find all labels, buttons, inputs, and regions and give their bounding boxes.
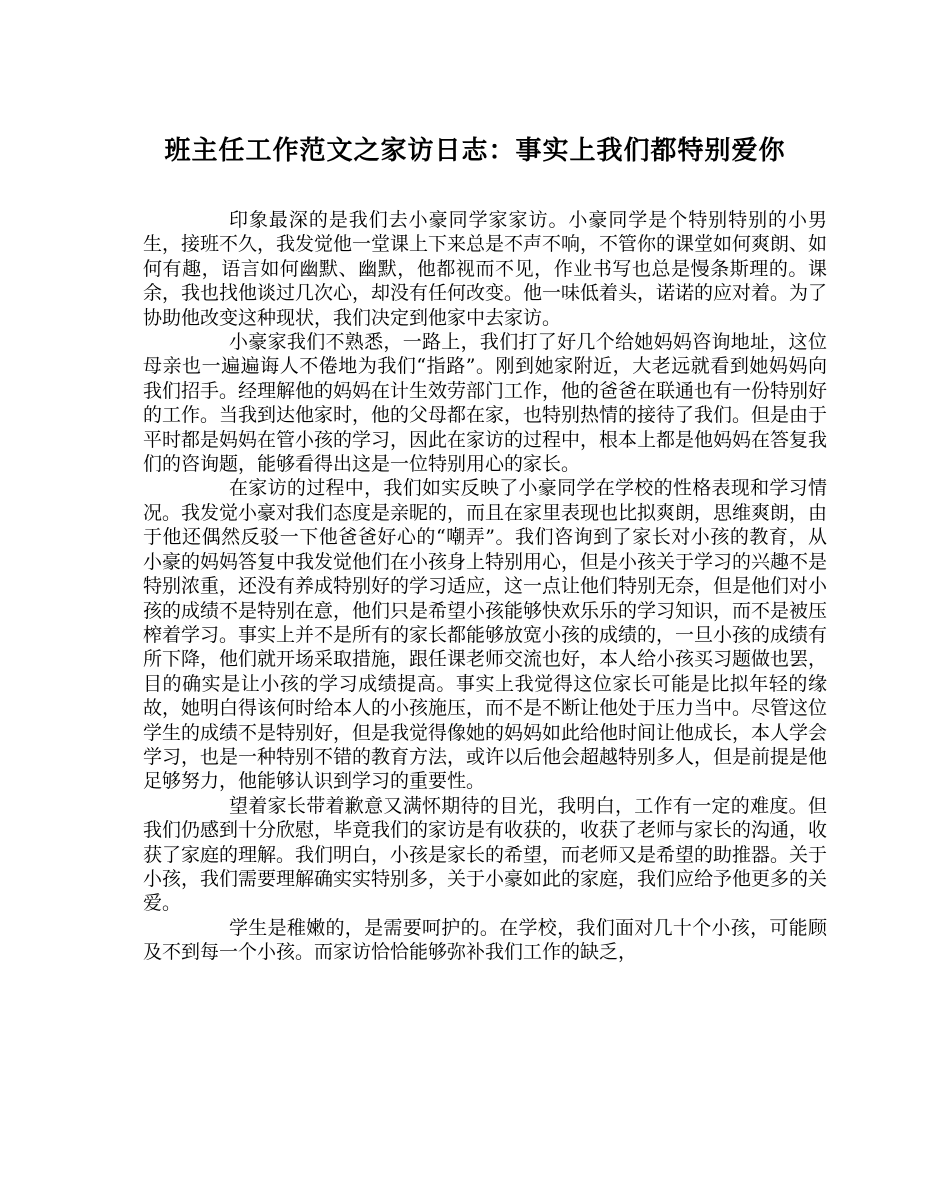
paragraph: 小豪家我们不熟悉，一路上，我们打了好几个给她妈妈咨询地址，这位母亲也一遍遍诲人不倦地为我们“指路”。刚到她家附近，大老远就看到她妈妈向我们招手。经理解他的妈妈在计生效劳部门工作，他的爸爸在联通也有一份特别好的工作。当我到达他家时，他的父母都在家，也特别热情的接待了我们。但是由于平时都是妈妈在管小孩的学习，因此在家访的过程中，根本上都是他妈妈在答复我们的咨询题，能够看得出这是一位特别用心的家长。 [143,331,828,476]
paragraph: 望着家长带着歉意又满怀期待的目光，我明白，工作有一定的难度。但我们仍感到十分欣慰，毕竟我们的家访是有收获的，收获了老师与家长的沟通，收获了家庭的理解。我们明白，小孩是家长的希望，而老师又是希望的助推器。关于小孩，我们需要理解确实实特别多，关于小豪如此的家庭，我们应给予他更多的关爱。 [143,794,828,915]
document-body [143,208,827,965]
document-title: 班主任工作范文之家访日志：事实上我们都特别爱你 [164,136,786,166]
paragraph: 在家访的过程中，我们如实反映了小豪同学在学校的性格表现和学习情况。我发觉小豪对我们态度是亲昵的，而且在家里表现也比拟爽朗，思维爽朗，由于他还偶然反驳一下他爸爸好心的“嘲弄”。我们咨询到了家长对小孩的教育，从小豪的妈妈答复中我发觉他们在小孩身上特别用心，但是小孩关于学习的兴趣不是特别浓重，还没有养成特别好的学习适应，这一点让他们特别无奈，但是他们对小孩的成绩不是特别在意，他们只是希望小孩能够快欢乐乐的学习知识，而不是被压榨着学习。事实上并不是所有的家长都能够放宽小孩的成绩的，一旦小孩的成绩有所下降，他们就开场采取措施，跟任课老师交流也好，本人给小孩买习题做也罢，目的确实是让小孩的学习成绩提高。事实上我觉得这位家长可能是比拟年轻的缘故，她明白得该何时给本人的小孩施压，而不是不断让他处于压力当中。尽管这位学生的成绩不是特别好，但是我觉得像她的妈妈如此给他时间让他成长，本人学会学习，也是一种特别不错的教育方法，或许以后他会超越特别多人，但是前提是他足够努力，他能够认识到学习的重要性。 [143,477,828,793]
paragraph: 印象最深的是我们去小豪同学家家访。小豪同学是个特别特别的小男生，接班不久，我发觉他一堂课上下来总是不声不响，不管你的课堂如何爽朗、如何有趣，语言如何幽默、幽默，他都视而不见，作业书写也总是慢条斯理的。课余，我也找他谈过几次心，却没有任何改变。他一味低着头，诺诺的应对着。为了协助他改变这种现状，我们决定到他家中去家访。 [143,209,828,329]
paragraph: 学生是稚嫩的，是需要呵护的。在学校，我们面对几十个小孩，可能顾及不到每一个小孩。而家访恰恰能够弥补我们工作的缺乏， [143,916,827,964]
